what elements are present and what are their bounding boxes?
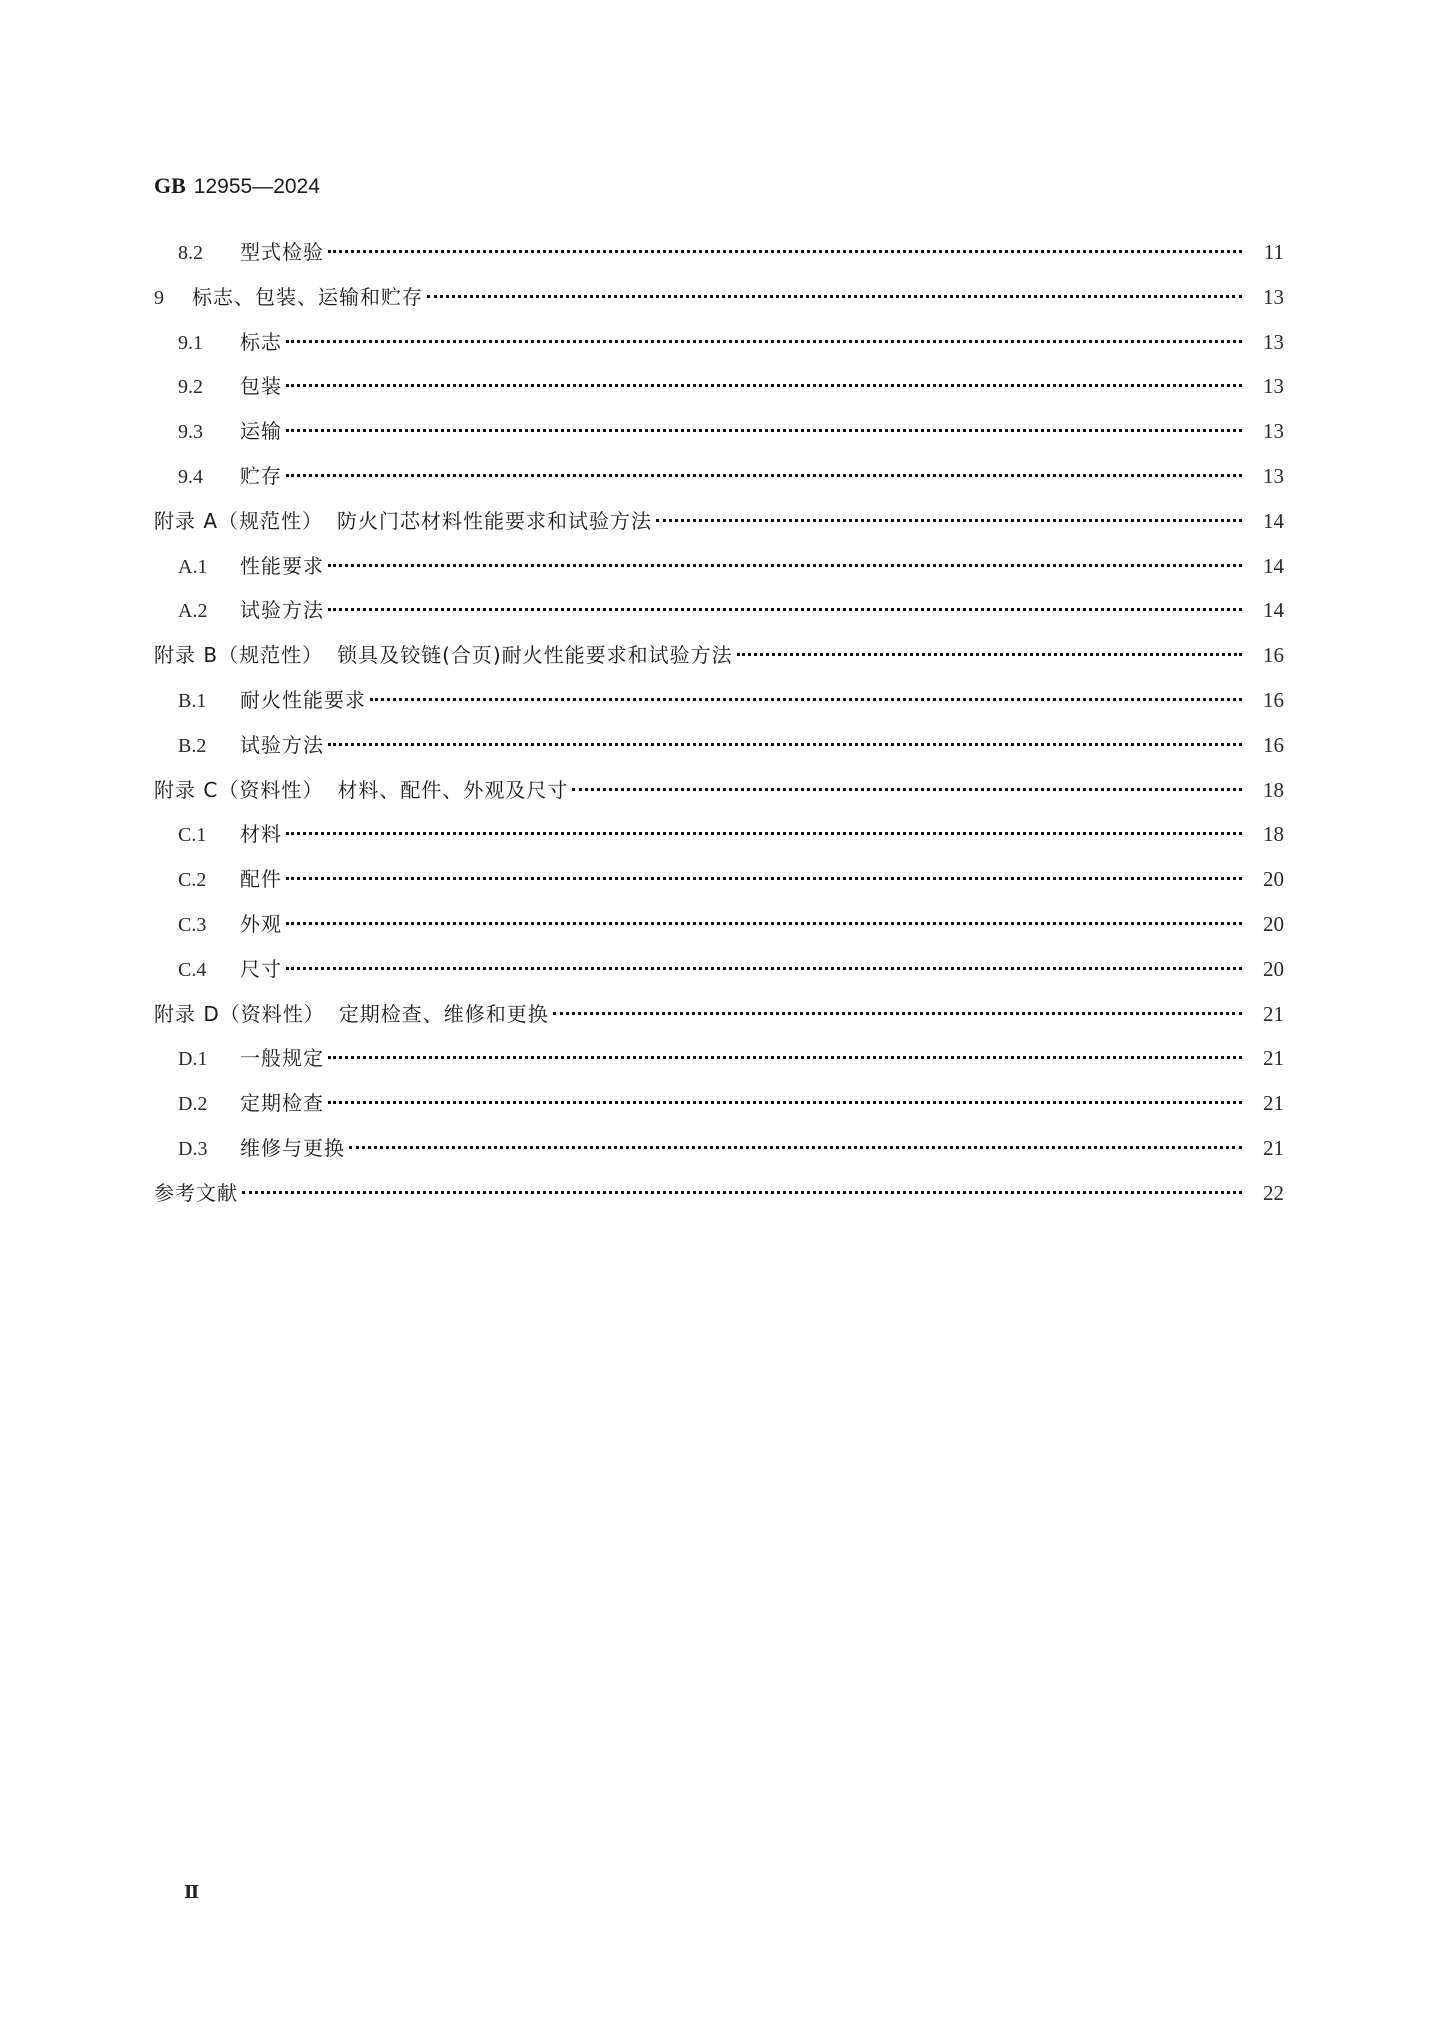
toc-entry[interactable] (154, 818, 1284, 863)
dot-leader (572, 788, 1242, 791)
toc-entry-page: 21 (1263, 1135, 1284, 1160)
appendix-label: 附录 A（规范性） (154, 508, 324, 533)
toc-entry-number: 9.4 (178, 465, 203, 488)
toc-entry-page: 11 (1263, 240, 1284, 264)
dot-leader (328, 743, 1242, 746)
toc-entry-number: 9 (154, 286, 164, 309)
dot-leader (286, 877, 1242, 880)
dot-leader (328, 1101, 1242, 1104)
dot-leader (370, 698, 1242, 701)
dot-leader (427, 295, 1242, 298)
dot-leader (328, 1056, 1242, 1059)
toc-entry[interactable] (154, 953, 1284, 998)
toc-entry-appendix[interactable] (154, 998, 1284, 1043)
toc-entry-title: 防火门芯材料性能要求和试验方法 (337, 508, 653, 533)
toc-entry-page: 13 (1263, 284, 1284, 309)
dot-leader (286, 340, 1242, 343)
dot-leader (328, 250, 1242, 253)
toc-entry-title: 外观 (240, 911, 282, 936)
toc-entry[interactable] (154, 281, 1284, 326)
toc-entry-page: 14 (1263, 508, 1284, 533)
toc-entry-page: 18 (1263, 777, 1284, 802)
toc-entry-page: 16 (1263, 687, 1284, 712)
toc-entry[interactable] (154, 415, 1284, 460)
toc-entry-title: 试验方法 (240, 598, 324, 623)
toc-entry[interactable] (154, 1042, 1284, 1087)
toc-entry-number: 9.3 (178, 421, 203, 444)
toc-entry-title: 材料 (240, 822, 282, 847)
toc-entry[interactable] (154, 684, 1284, 729)
toc-entry[interactable] (154, 1087, 1284, 1132)
table-of-contents (154, 236, 1284, 1222)
toc-entry-page: 13 (1263, 329, 1284, 354)
toc-entry[interactable] (154, 370, 1284, 415)
toc-entry-title: 尺寸 (240, 956, 282, 981)
toc-entry-page: 16 (1263, 732, 1284, 757)
dot-leader (328, 608, 1242, 611)
dot-leader (286, 384, 1242, 387)
toc-entry-number: C.1 (178, 824, 207, 847)
toc-entry-title: 标志、包装、运输和贮存 (192, 284, 423, 309)
toc-entry-page: 20 (1263, 911, 1284, 936)
toc-entry-page: 21 (1263, 1001, 1284, 1026)
dot-leader (349, 1146, 1242, 1149)
toc-entry-title: 定期检查、维修和更换 (338, 1001, 549, 1026)
toc-entry-page: 20 (1263, 867, 1284, 892)
toc-entry-page: 22 (1263, 1180, 1284, 1205)
toc-entry-title: 定期检查 (240, 1091, 324, 1116)
standard-prefix: GB (154, 173, 186, 198)
toc-entry-title: 耐火性能要求 (240, 687, 366, 712)
toc-entry-page: 21 (1263, 1091, 1284, 1116)
toc-entry-title: 型式检验 (240, 240, 324, 264)
toc-entry-appendix[interactable] (154, 639, 1284, 684)
toc-entry-number: C.3 (178, 913, 207, 936)
toc-entry-page: 14 (1263, 598, 1284, 623)
toc-entry-appendix[interactable] (154, 774, 1284, 819)
toc-entry[interactable] (154, 550, 1284, 595)
toc-entry-title: 标志 (240, 329, 282, 354)
toc-entry[interactable] (154, 326, 1284, 371)
toc-entry-page: 13 (1263, 374, 1284, 399)
toc-entry-number: B.2 (178, 734, 207, 757)
toc-entry-title: 贮存 (240, 463, 282, 488)
toc-entry-number: C.2 (178, 869, 207, 892)
dot-leader (286, 967, 1242, 970)
toc-entry-number: A.2 (178, 600, 208, 623)
toc-entry-appendix[interactable] (154, 505, 1284, 550)
appendix-label: 附录 B（规范性） (154, 643, 324, 668)
dot-leader (286, 832, 1242, 835)
toc-entry-page: 18 (1263, 822, 1284, 847)
toc-entry-page: 21 (1263, 1046, 1284, 1071)
dot-leader (286, 474, 1242, 477)
toc-entry[interactable] (154, 1132, 1284, 1177)
dot-leader (286, 922, 1242, 925)
dot-leader (553, 1012, 1242, 1015)
toc-entry-title: 材料、配件、外观及尺寸 (337, 777, 569, 802)
toc-entry-number: 9.1 (178, 331, 203, 354)
toc-entry[interactable] (154, 460, 1284, 505)
toc-entry-title: 运输 (240, 419, 282, 444)
toc-entry-page: 20 (1263, 956, 1284, 981)
toc-entry-references[interactable] (154, 1177, 1284, 1222)
dot-leader (286, 429, 1242, 432)
dot-leader (737, 653, 1242, 656)
toc-entry[interactable] (154, 729, 1284, 774)
dot-leader (656, 519, 1242, 522)
appendix-label: 附录 D（资料性） (154, 1001, 325, 1026)
toc-entry-title: 性能要求 (240, 553, 324, 578)
document-header (154, 172, 320, 201)
toc-entry-number: B.1 (178, 689, 207, 712)
toc-entry-number: 8.2 (178, 242, 203, 264)
dot-leader (242, 1191, 1242, 1194)
appendix-label: 附录 C（资料性） (154, 777, 324, 802)
toc-entry-number: 9.2 (178, 376, 203, 399)
toc-entry-title: 一般规定 (240, 1046, 324, 1071)
toc-entry[interactable] (154, 594, 1284, 639)
toc-entry-number: D.1 (178, 1048, 208, 1071)
toc-entry[interactable] (154, 236, 1284, 281)
toc-entry-title: 参考文献 (154, 1180, 238, 1205)
toc-entry-number: D.2 (178, 1093, 208, 1116)
toc-entry-title: 维修与更换 (240, 1135, 345, 1160)
toc-entry-page: 14 (1263, 553, 1284, 578)
toc-entry-title: 配件 (240, 867, 282, 892)
standard-number: 12955—2024 (193, 175, 320, 198)
toc-entry-number: D.3 (178, 1137, 208, 1160)
toc-entry-title: 锁具及铰链(合页)耐火性能要求和试验方法 (337, 643, 733, 668)
toc-entry-title: 试验方法 (240, 732, 324, 757)
toc-entry-title: 包装 (240, 374, 282, 399)
toc-entry-number: A.1 (178, 555, 208, 578)
dot-leader (328, 564, 1242, 567)
toc-entry-page: 16 (1263, 643, 1284, 668)
toc-entry-page: 13 (1263, 419, 1284, 444)
toc-entry[interactable] (154, 908, 1284, 953)
toc-entry[interactable] (154, 863, 1284, 908)
page-number: Ⅱ (184, 1882, 200, 1902)
toc-entry-number: C.4 (178, 958, 207, 981)
toc-entry-page: 13 (1263, 463, 1284, 488)
